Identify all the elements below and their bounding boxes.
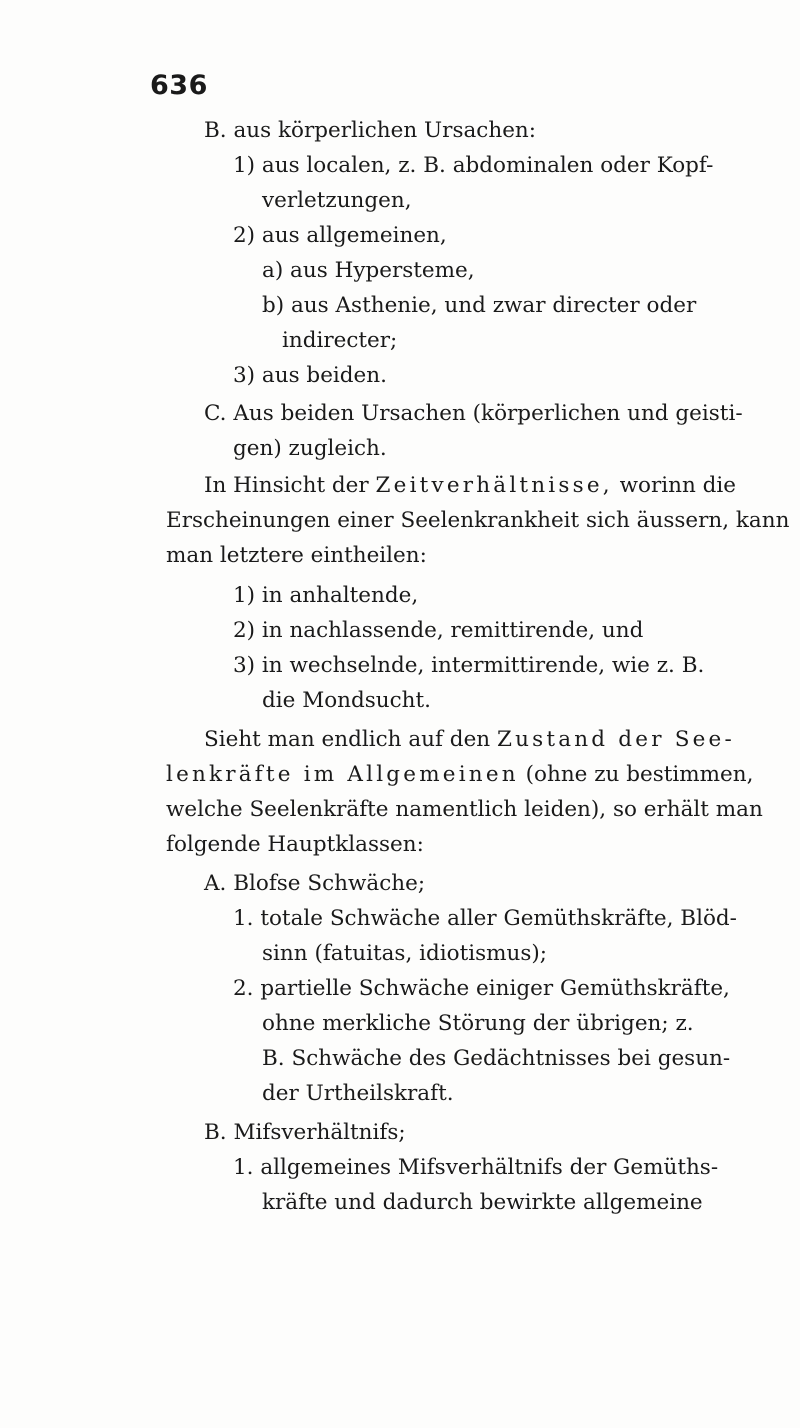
text-line: 1. totale Schwäche aller Gemüthskräfte, Blöd- — [233, 906, 737, 931]
text-span: Sieht man endlich auf den — [204, 727, 491, 752]
text-line: ohne merkliche Störung der übrigen; z. — [262, 1011, 694, 1036]
text-span: In Hinsicht der — [204, 473, 369, 498]
text-line — [166, 761, 753, 789]
emphasized-term: Zustand der See- — [496, 727, 735, 752]
text-line: der Urtheilskraft. — [262, 1081, 454, 1106]
text-line: man letztere eintheilen: — [166, 543, 427, 568]
text-line: 3) in wechselnde, intermittirende, wie z. B. — [233, 653, 705, 678]
text-line: 1) in anhaltende, — [233, 583, 419, 608]
text-line: indirecter; — [282, 328, 398, 353]
text-line: B. Mifsverhältnifs; — [204, 1120, 406, 1145]
text-line: A. Blofse Schwäche; — [204, 871, 426, 896]
page-number: 636 — [150, 70, 208, 101]
text-line: 2. partielle Schwäche einiger Gemüthskräfte, — [233, 976, 730, 1001]
text-line: a) aus Hypersteme, — [262, 258, 475, 283]
text-line: 2) aus allgemeinen, — [233, 223, 447, 248]
text-line: gen) zugleich. — [233, 436, 387, 461]
emphasized-term: Zeitverhältnisse, — [375, 473, 613, 498]
text-line: Erscheinungen einer Seelenkrankheit sich äussern, kann — [166, 508, 790, 533]
text-line — [204, 726, 735, 754]
text-line: b) aus Asthenie, und zwar directer oder — [262, 293, 697, 318]
text-line: B. aus körperlichen Ursachen: — [204, 118, 537, 143]
text-span: (ohne zu bestimmen, — [525, 762, 754, 787]
text-line: 3) aus beiden. — [233, 363, 387, 388]
text-line: 1. allgemeines Mifsverhältnifs der Gemüths- — [233, 1155, 719, 1180]
text-line: 1) aus localen, z. B. abdominalen oder Kopf- — [233, 153, 714, 178]
text-line: C. Aus beiden Ursachen (körperlichen und geisti- — [204, 401, 743, 426]
text-line: welche Seelenkräfte namentlich leiden), so erhält man — [166, 797, 763, 822]
text-line: kräfte und dadurch bewirkte allgemeine — [262, 1190, 703, 1215]
emphasized-term: lenkräfte im Allgemeinen — [166, 762, 519, 787]
text-line: folgende Hauptklassen: — [166, 832, 424, 857]
text-line: 2) in nachlassende, remittirende, und — [233, 618, 644, 643]
text-line: B. Schwäche des Gedächtnisses bei gesun- — [262, 1046, 731, 1071]
text-line: sinn (fatuitas, idiotismus); — [262, 941, 548, 966]
text-span: worinn die — [619, 473, 737, 498]
text-line — [204, 472, 736, 500]
text-line: verletzungen, — [262, 188, 412, 213]
text-line: die Mondsucht. — [262, 688, 432, 713]
